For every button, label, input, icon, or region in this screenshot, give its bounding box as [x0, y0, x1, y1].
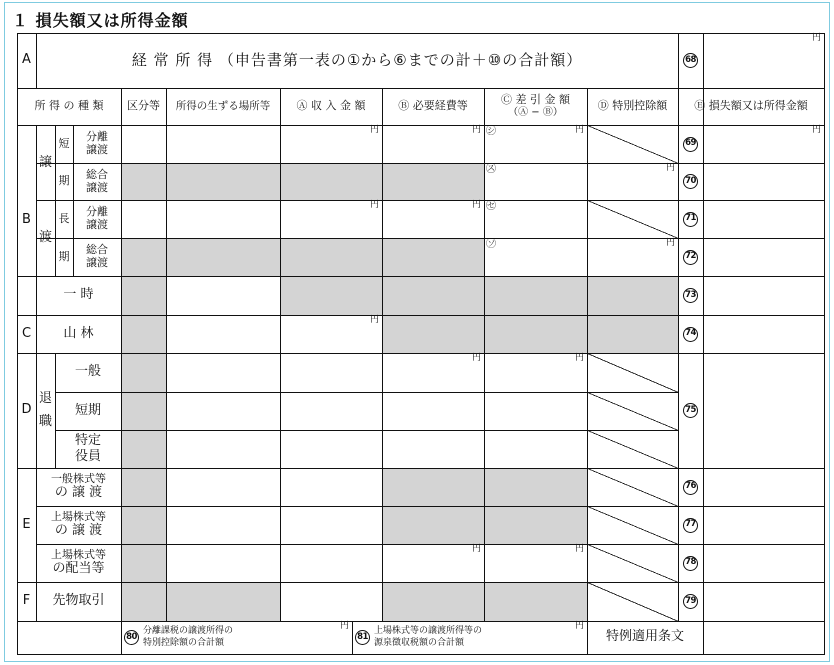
yen-unit: 円 [369, 200, 379, 210]
d-row-general: 一般 [74, 364, 101, 380]
section-d-v2: 職 [38, 414, 52, 429]
line-73-number [678, 276, 703, 315]
b-row-3-sub: 分離 譲渡 [86, 205, 108, 231]
section-b-letter: B [22, 211, 31, 227]
b4-deduction-input[interactable] [587, 238, 678, 276]
special-provision-label: 特例適用条文 [605, 629, 684, 645]
line-72-number [678, 238, 703, 276]
b2-deduction-input[interactable] [587, 163, 678, 200]
mark-shi: ㋛ [486, 126, 496, 137]
line-68-number [678, 33, 703, 88]
long-term-2: 期 [58, 249, 70, 263]
e1-place-input[interactable] [166, 468, 280, 506]
line-80-label-2: 特別控除額の合計額 [143, 637, 225, 648]
yen-unit: 円 [471, 353, 481, 363]
line-80-cell[interactable] [121, 621, 352, 654]
yen-unit: 円 [811, 33, 821, 43]
d3-income-input[interactable] [280, 430, 382, 468]
line-number-badge: 80 [124, 630, 139, 645]
line-81-label-1: 上場株式等の譲渡所得等の [374, 626, 483, 637]
row-a-label: 経 常 所 得 （申告書第一表の①から⑥までの計＋⑩の合計額） [131, 50, 583, 69]
d1-place-input[interactable] [166, 353, 280, 392]
yen-unit: 円 [471, 544, 481, 554]
mark-so: ㋞ [486, 239, 496, 250]
yen-unit: 円 [339, 621, 349, 631]
special-provision-input[interactable] [703, 621, 824, 654]
e-row-1-label [36, 468, 121, 506]
d3-expense-input[interactable] [382, 430, 484, 468]
line-81-label-2: 源泉徴収税額の合計額 [374, 637, 465, 648]
d2-diff-input[interactable] [484, 392, 587, 430]
short-term-1: 短 [58, 136, 70, 150]
line-75-amount[interactable] [703, 353, 824, 468]
e-row-3-line2: の配当等 [52, 560, 105, 576]
line-76-number [678, 468, 703, 506]
section-c-letter: C [21, 325, 32, 341]
line-74-amount[interactable] [703, 315, 824, 353]
header-category: 区分等 [127, 99, 160, 113]
e2-place-input[interactable] [166, 506, 280, 544]
c-income-input[interactable] [280, 315, 382, 353]
line-72-amount[interactable] [703, 238, 824, 276]
line-number-badge: 79 [683, 594, 698, 609]
section-e-letter: E [22, 516, 31, 532]
b3-place-input[interactable] [166, 200, 280, 238]
line-number-badge: 74 [683, 327, 698, 342]
line-number-badge: 75 [683, 403, 698, 418]
e-row-2-line1: 上場株式等 [51, 510, 106, 524]
yen-unit: 円 [665, 238, 675, 248]
section-title: １ 損失額又は所得金額 [12, 11, 189, 30]
line-80-label-1: 分離課税の譲渡所得の [143, 626, 234, 637]
e-row-3-line1: 上場株式等 [51, 548, 106, 562]
line-78-number [678, 544, 703, 582]
e2-income-input[interactable] [280, 506, 382, 544]
section-d-v1: 退 [38, 391, 52, 407]
header-expense: Ⓑ 必要経費等 [398, 99, 468, 113]
section-b-v2: 渡 [38, 229, 52, 245]
header-result: Ⓔ 損失額又は所得金額 [694, 99, 808, 113]
line-79-number [678, 582, 703, 621]
b1-income-input[interactable] [280, 125, 382, 163]
yen-unit: 円 [574, 353, 584, 363]
mark-su: ㋜ [486, 164, 496, 175]
ichiji-place-input[interactable] [166, 276, 280, 315]
line-74-number [678, 315, 703, 353]
line-81-cell[interactable] [352, 621, 587, 654]
d-row-officer: 特定 役員 [74, 433, 101, 464]
line-76-amount[interactable] [703, 468, 824, 506]
yen-unit: 円 [574, 621, 584, 631]
line-70-number [678, 163, 703, 200]
b1-diff-input[interactable] [484, 125, 587, 163]
e3-expense-input[interactable] [382, 544, 484, 582]
yen-unit: 円 [471, 125, 481, 135]
line-75-number [678, 353, 703, 468]
line-78-amount[interactable] [703, 544, 824, 582]
yen-unit: 円 [811, 125, 821, 135]
line-71-amount[interactable] [703, 200, 824, 238]
line-80-label [143, 626, 233, 649]
header-place: 所得の生ずる場所等 [175, 100, 271, 113]
line-number-badge: 72 [683, 250, 698, 265]
b1-category-input[interactable] [121, 125, 166, 163]
mark-se: ㋝ [486, 201, 496, 212]
row-a-letter: A [22, 52, 31, 68]
line-number-badge: 68 [683, 53, 698, 68]
c-place-input[interactable] [166, 315, 280, 353]
line-77-amount[interactable] [703, 506, 824, 544]
line-number-badge: 70 [683, 174, 698, 189]
short-term-2: 期 [58, 174, 70, 188]
b1-place-input[interactable] [166, 125, 280, 163]
line-number-badge: 77 [683, 518, 698, 533]
d3-place-input[interactable] [166, 430, 280, 468]
yen-unit: 円 [369, 125, 379, 135]
e-row-2-line2: の 譲 渡 [54, 522, 103, 538]
line-73-amount[interactable] [703, 276, 824, 315]
e3-diff-input[interactable] [484, 544, 587, 582]
d1-diff-input[interactable] [484, 353, 587, 392]
line-number-badge: 73 [683, 288, 698, 303]
yen-unit: 円 [369, 315, 379, 325]
e-row-1-line1: 一般株式等 [51, 472, 106, 486]
e-row-1-line2: の 譲 渡 [54, 484, 103, 500]
b3-diff-input[interactable] [484, 200, 587, 238]
yen-unit: 円 [665, 163, 675, 173]
d-row-short: 短期 [74, 402, 101, 418]
line-number-badge: 81 [355, 630, 370, 645]
e-row-2-label [36, 506, 121, 544]
ichiji-label: 一 時 [63, 287, 94, 303]
line-number-badge: 71 [683, 212, 698, 227]
header-kind: 所 得 の 種 類 [34, 99, 104, 113]
d3-diff-input[interactable] [484, 430, 587, 468]
line-70-amount[interactable] [703, 163, 824, 200]
section-b-v1: 譲 [38, 154, 52, 170]
line-77-number [678, 506, 703, 544]
header-income: Ⓐ 収 入 金 額 [296, 99, 366, 113]
section-c-label: 山 林 [63, 325, 94, 341]
b1-expense-input[interactable] [382, 125, 484, 163]
d1-expense-input[interactable] [382, 353, 484, 392]
line-81-label [374, 626, 482, 649]
b3-expense-input[interactable] [382, 200, 484, 238]
line-79-amount[interactable] [703, 582, 824, 621]
e-row-3-label [36, 544, 121, 582]
section-d-letter: D [21, 402, 32, 418]
header-diff-line1: Ⓒ 差 引 金 額 [501, 93, 570, 107]
yen-unit: 円 [471, 200, 481, 210]
b3-category-input[interactable] [121, 200, 166, 238]
yen-unit: 円 [574, 544, 584, 554]
line-69-number [678, 125, 703, 163]
line-number-badge: 76 [683, 480, 698, 495]
long-term-1: 長 [58, 211, 70, 225]
f-income-input[interactable] [280, 582, 382, 621]
line-71-number [678, 200, 703, 238]
d1-income-input[interactable] [280, 353, 382, 392]
b-row-2-sub: 総合 譲渡 [86, 167, 108, 194]
header-diff-line2: （Ⓐ − Ⓑ） [508, 107, 563, 119]
b-row-1-sub: 分離 譲渡 [86, 130, 108, 156]
e3-income-input[interactable] [280, 544, 382, 582]
header-deduction: Ⓓ 特別控除額 [597, 99, 668, 113]
header-diff [484, 88, 587, 125]
b3-income-input[interactable] [280, 200, 382, 238]
yen-unit: 円 [574, 125, 584, 135]
d2-income-input[interactable] [280, 392, 382, 430]
section-f-label: 先物取引 [52, 593, 105, 609]
b4-diff-input[interactable] [484, 238, 587, 276]
section-f-letter: F [22, 593, 31, 609]
e3-place-input[interactable] [166, 544, 280, 582]
e1-income-input[interactable] [280, 468, 382, 506]
line-number-badge: 69 [683, 137, 698, 152]
d2-expense-input[interactable] [382, 392, 484, 430]
line-69-amount[interactable] [703, 125, 824, 163]
b-row-4-sub: 総合 譲渡 [86, 243, 108, 269]
b2-diff-input[interactable] [484, 163, 587, 200]
d2-place-input[interactable] [166, 392, 280, 430]
line-68-amount[interactable] [703, 33, 824, 88]
line-number-badge: 78 [683, 556, 698, 571]
